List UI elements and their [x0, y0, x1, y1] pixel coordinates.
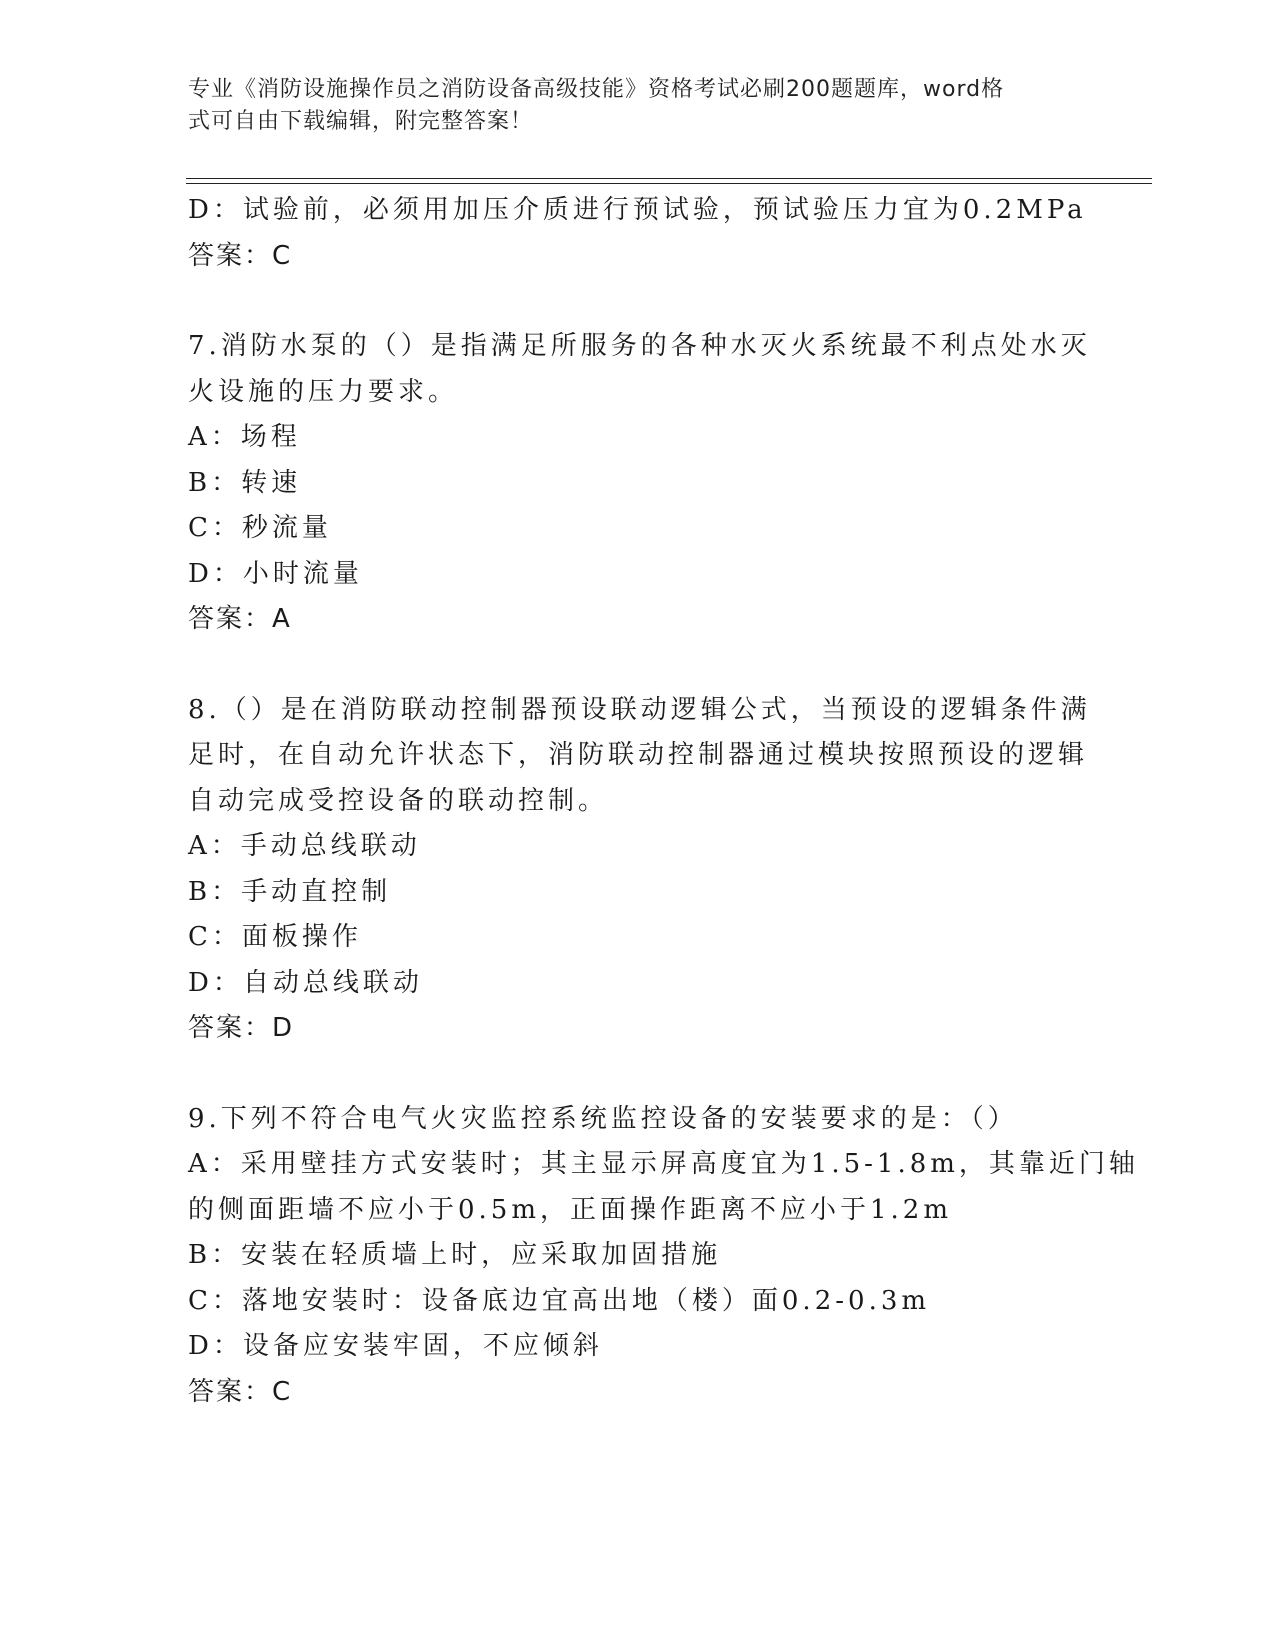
answer: 答案：C — [188, 1376, 293, 1407]
option-d: D：设备应安装牢固，不应倾斜 — [188, 1331, 603, 1361]
option-b: B：转速 — [188, 467, 302, 498]
question-stem: 9.下列不符合电气火灾监控系统监控设备的安装要求的是：（） — [188, 1103, 1018, 1134]
question-6-continued — [188, 188, 1088, 279]
option-d: D：小时流量 — [188, 558, 363, 589]
question-stem: 自动完成受控设备的联动控制。 — [188, 785, 609, 816]
option-b: B：手动直控制 — [188, 876, 392, 907]
option-a-continued: 的侧面距墙不应小于0.5m，正面操作距离不应小于1.2m — [188, 1194, 953, 1225]
option-d: D：自动总线联动 — [188, 967, 423, 998]
question-stem: 火设施的压力要求。 — [188, 376, 459, 407]
question-stem: 足时，在自动允许状态下，消防联动控制器通过模块按照预设的逻辑 — [188, 740, 1089, 770]
question-7 — [188, 324, 1091, 643]
question-9 — [188, 1097, 1139, 1416]
option-c: C：落地安装时：设备底边宜高出地（楼）面0.2-0.3m — [188, 1285, 931, 1316]
question-stem: 7.消防水泵的（）是指满足所服务的各种水灭火系统最不利点处水灭 — [188, 331, 1091, 361]
question-8 — [188, 688, 1091, 1052]
document-header — [188, 74, 1068, 138]
option-d: D：试验前，必须用加压介质进行预试验，预试验压力宜为0.2MPa — [188, 195, 1087, 225]
option-a: A：采用壁挂方式安装时；其主显示屏高度宜为1.5-1.8m，其靠近门轴 — [188, 1149, 1139, 1179]
option-b: B：安装在轻质墙上时，应采取加固措施 — [188, 1240, 722, 1270]
option-a: A：手动总线联动 — [188, 831, 421, 861]
question-stem: 8.（）是在消防联动控制器预设联动逻辑公式，当预设的逻辑条件满 — [188, 694, 1091, 725]
option-c: C：面板操作 — [188, 922, 362, 952]
header-line-1: 专业《消防设施操作员之消防设备高级技能》资格考试必刷200题题库，word格 — [188, 77, 1005, 102]
option-c: C：秒流量 — [188, 513, 332, 543]
answer: 答案：A — [188, 604, 292, 634]
header-divider-top — [186, 178, 1152, 179]
header-divider-bottom — [186, 183, 1152, 184]
answer: 答案：D — [188, 1013, 295, 1043]
question-list — [188, 188, 1139, 1415]
answer: 答案：C — [188, 240, 293, 271]
header-line-2: 式可自由下载编辑，附完整答案！ — [188, 109, 534, 134]
option-a: A：场程 — [188, 422, 301, 452]
